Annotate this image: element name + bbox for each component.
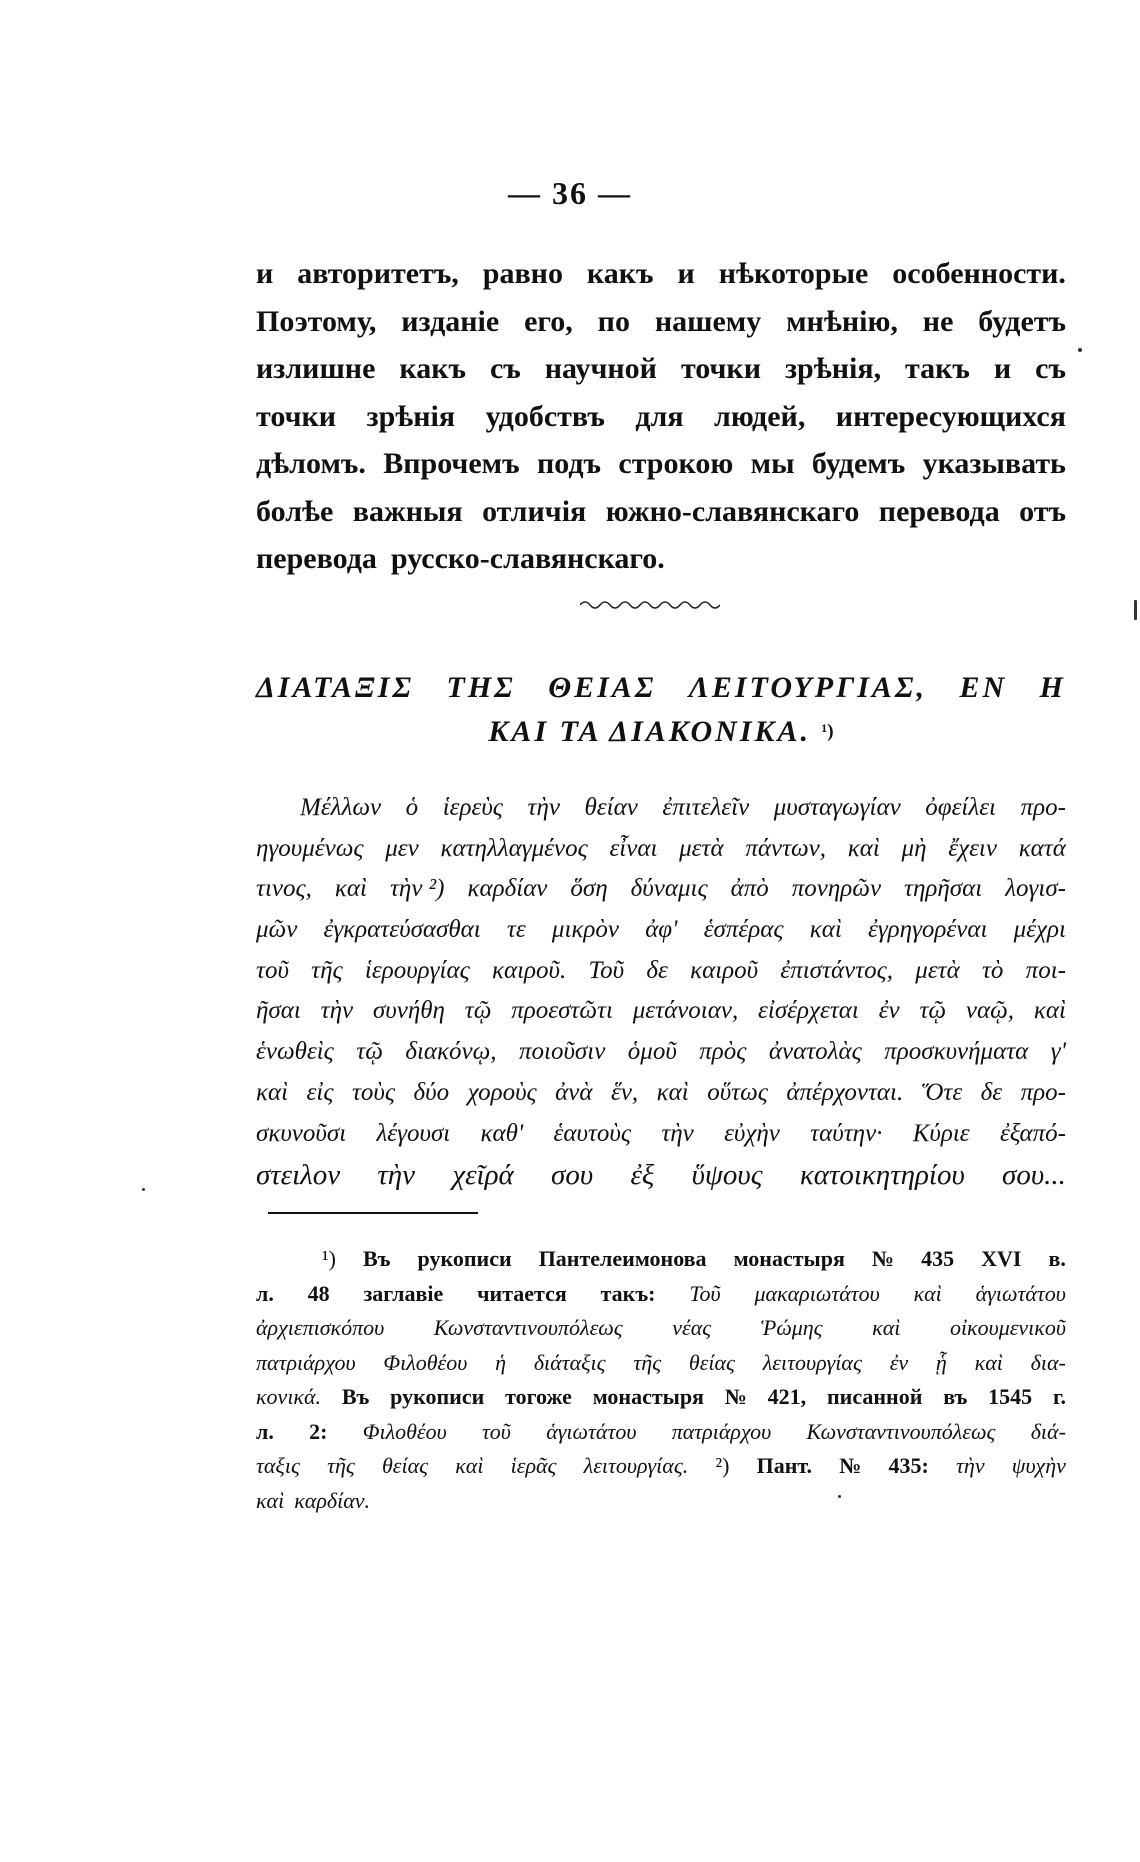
- word: καιροῦ: [690, 956, 759, 984]
- word: подъ: [536, 447, 602, 480]
- word: ἑαυτοὺς: [553, 1119, 632, 1147]
- text-line: [256, 393, 1066, 441]
- word: излишне: [256, 352, 376, 385]
- word: καὶ: [656, 1078, 689, 1106]
- word: ηγουμένως: [256, 834, 364, 862]
- intro-paragraph: [256, 250, 1066, 583]
- word: ὅση: [570, 875, 608, 903]
- text-line: [256, 298, 1066, 346]
- word: οἰκουμενικοῦ: [949, 1315, 1066, 1340]
- word: προ-: [1020, 794, 1066, 821]
- word: в.: [1048, 1246, 1066, 1271]
- word: μακαριωτάτου: [754, 1280, 880, 1306]
- word: ὀφείλει: [925, 794, 997, 821]
- word: его,: [524, 304, 573, 338]
- word: κατοικητηρίου: [799, 1159, 965, 1192]
- word: ἁγιωτάτου: [975, 1280, 1066, 1306]
- word: будемъ: [811, 447, 906, 480]
- word: εἰς: [306, 1078, 334, 1106]
- word: καθ': [480, 1119, 524, 1147]
- word: мы: [750, 447, 795, 480]
- word: εὐχὴν: [724, 1119, 780, 1147]
- heading-word: ΛΕΙΤΟΥΡΓΙΑΣ,: [688, 671, 927, 704]
- word: болѣе: [256, 494, 334, 528]
- word: ταύτην·: [810, 1119, 883, 1147]
- word: ἡ: [495, 1349, 507, 1375]
- word: καὶ: [334, 875, 367, 903]
- word: ποι-: [1025, 956, 1066, 984]
- text-line: [256, 488, 1066, 536]
- word: изданіе: [401, 304, 500, 338]
- word: κατά: [1018, 834, 1066, 862]
- word: русско-славянскаго.: [390, 542, 665, 575]
- word: людей,: [714, 399, 806, 433]
- word: ἱερεὺς: [442, 794, 503, 821]
- word: καὶ: [256, 1487, 285, 1513]
- word: θείαν: [584, 794, 638, 821]
- word: читается: [477, 1280, 567, 1306]
- text-line: [256, 345, 1066, 393]
- word: μετὰ: [679, 834, 724, 862]
- word: μεν: [385, 834, 419, 862]
- word: тогоже: [505, 1384, 572, 1409]
- word: №: [839, 1453, 862, 1478]
- word: Τοῦ: [689, 1280, 721, 1306]
- word: κατηλλαγμένος: [440, 834, 588, 862]
- word: τὴν: [377, 1159, 416, 1192]
- word: Κύριε: [912, 1119, 970, 1147]
- footnote-line: [256, 1449, 1066, 1484]
- word: ἁγιωτάτου: [546, 1418, 637, 1444]
- word: авторитетъ,: [297, 257, 459, 290]
- word: καιροῦ.: [491, 956, 567, 984]
- word: μικρὸν: [551, 916, 619, 944]
- footnote-line: [256, 1311, 1066, 1346]
- greek-text-line: [256, 1154, 1066, 1196]
- word: Впрочемъ: [383, 447, 520, 480]
- word: отличія: [482, 494, 587, 528]
- greek-text-line: [256, 1114, 1066, 1155]
- word: χεῖρά: [452, 1159, 514, 1192]
- word: писанной: [826, 1384, 923, 1409]
- word: πρὸς: [699, 1038, 747, 1066]
- word: ναῷ,: [965, 997, 1015, 1025]
- greek-text-line: [256, 951, 1066, 992]
- word: θείας: [688, 1349, 735, 1375]
- word: ψυχὴν: [1011, 1453, 1066, 1478]
- word: равно: [482, 257, 563, 290]
- text-line: [256, 250, 1066, 298]
- footnote-reference: ¹): [821, 721, 834, 742]
- word: съ: [1035, 352, 1066, 385]
- word: μετὰ: [915, 956, 960, 984]
- word: Поэтому,: [256, 304, 377, 338]
- word: τὴν: [320, 997, 354, 1025]
- word: καὶ: [872, 1315, 901, 1340]
- section-heading: [256, 666, 1066, 754]
- word: ἕν,: [610, 1078, 639, 1106]
- word: перевода: [878, 494, 1000, 528]
- word: κονικά.: [256, 1384, 322, 1409]
- word: въ: [943, 1384, 968, 1409]
- word: 1545: [988, 1384, 1033, 1409]
- heading-word: Η: [1039, 671, 1066, 704]
- word: Въ: [362, 1246, 391, 1271]
- word: Φιλοθέου: [383, 1349, 468, 1375]
- word: по: [597, 304, 630, 338]
- word: ἀνατολὰς: [768, 1038, 862, 1066]
- word: θείας: [381, 1453, 429, 1478]
- word: διά-: [1030, 1418, 1066, 1444]
- word: τὴν: [661, 1119, 694, 1147]
- greek-text-line: [256, 788, 1066, 829]
- word: ὁμοῦ: [627, 1038, 677, 1066]
- word: τῷ: [919, 997, 947, 1025]
- heading-line-2: [256, 710, 1066, 754]
- word: λέγουσι: [376, 1119, 451, 1147]
- word: ποιοῦσιν: [518, 1038, 606, 1066]
- word: μῶν: [256, 916, 298, 944]
- word: Ὅτε: [921, 1078, 963, 1106]
- word: Τοῦ: [588, 956, 625, 984]
- word: πάντων,: [745, 834, 827, 862]
- greek-liturgical-text: [256, 788, 1066, 1196]
- word: южно-славянскаго: [605, 494, 860, 528]
- word: τε: [506, 916, 526, 944]
- word: интересующихся: [835, 399, 1066, 433]
- word: 2:: [309, 1418, 328, 1444]
- greek-text-line: [256, 1032, 1066, 1073]
- word: λογισ-: [1005, 875, 1066, 903]
- greek-text-line: [256, 991, 1066, 1032]
- word: ἀρχιεπισκόπου: [256, 1315, 385, 1340]
- word: ἐπιστάντος,: [780, 956, 894, 984]
- word: προ-: [1020, 1078, 1066, 1106]
- word: мнѣнію,: [786, 304, 898, 338]
- word: ἐξαπό-: [999, 1119, 1066, 1147]
- word: τοῦ: [481, 1418, 511, 1444]
- word: εἰσέρχεται: [758, 997, 859, 1025]
- word: πονηρῶν: [791, 875, 882, 903]
- word: τὸ: [981, 956, 1004, 984]
- word: 421,: [767, 1384, 807, 1409]
- heading-line-1: [256, 666, 1066, 710]
- word: Μέλλων: [300, 794, 382, 821]
- word: τῆς: [311, 956, 343, 984]
- word: τῆς: [633, 1349, 662, 1375]
- word: перевода: [256, 542, 377, 575]
- footnote-line: [256, 1484, 1066, 1519]
- word: монастыря: [592, 1384, 704, 1409]
- word: Φιλοθέου: [362, 1418, 447, 1444]
- word: №: [871, 1246, 895, 1271]
- word: μέχρι: [1013, 916, 1066, 944]
- word: нѣкоторые: [718, 257, 869, 290]
- word: Ῥώμης: [760, 1315, 823, 1340]
- heading-word: ΔΙΑΤΑΞΙΣ: [256, 671, 415, 704]
- word: ὕψους: [691, 1159, 763, 1192]
- word: л.: [256, 1418, 274, 1444]
- word: τῷ: [464, 997, 492, 1025]
- word: τὴν: [527, 794, 560, 821]
- word: τῷ: [356, 1038, 383, 1066]
- greek-text-line: [256, 910, 1066, 951]
- word: πατριάρχου: [256, 1349, 356, 1375]
- word: καὶ: [913, 1280, 942, 1306]
- word: δύο: [413, 1078, 450, 1106]
- word: ἀπέρχονται.: [786, 1078, 904, 1106]
- footnote-line: [256, 1380, 1066, 1415]
- word: σου: [551, 1159, 594, 1192]
- word: σου...: [1002, 1159, 1066, 1192]
- word: τινος,: [256, 875, 312, 903]
- word: τῆς: [327, 1453, 355, 1478]
- word: будетъ: [978, 304, 1066, 338]
- word: XVI: [981, 1246, 1022, 1271]
- word: заглавіе: [363, 1280, 444, 1306]
- word: рукописи: [417, 1246, 512, 1271]
- wavy-divider-ornament: [580, 598, 720, 612]
- footnote-block: [256, 1242, 1066, 1518]
- word: προεστῶτι: [511, 997, 613, 1025]
- word: διάταξις: [533, 1349, 606, 1375]
- word: τοῦ: [256, 956, 289, 984]
- word: ἱερᾶς: [510, 1453, 557, 1478]
- word: μετάνοιαν,: [632, 997, 739, 1025]
- footnote-line: [256, 1277, 1066, 1312]
- word: καὶ: [809, 916, 842, 944]
- word: χοροὺς: [467, 1078, 537, 1106]
- greek-text-line: [256, 829, 1066, 870]
- word: монастыря: [733, 1246, 845, 1271]
- word: ᾗ: [935, 1349, 947, 1375]
- word: ²): [715, 1453, 730, 1478]
- word: г.: [1052, 1384, 1066, 1409]
- heading-word: ΘΕΙΑΣ: [548, 671, 657, 704]
- word: ἀφ': [645, 916, 678, 944]
- word: δε: [646, 956, 668, 984]
- word: καρδίαν.: [294, 1487, 371, 1513]
- word: ἀπὸ: [730, 875, 769, 903]
- word: καρδίαν: [467, 875, 548, 903]
- word: ¹): [322, 1246, 336, 1271]
- word: σκυνοῦσι: [256, 1119, 347, 1147]
- word: точки: [680, 352, 762, 385]
- word: Κωνσταντινουπόλεως: [433, 1315, 623, 1340]
- word: отъ: [1019, 494, 1066, 528]
- word: καὶ: [1033, 997, 1066, 1025]
- word: εἶναι: [609, 834, 658, 862]
- word: μὴ: [901, 834, 927, 862]
- word: нашему: [654, 304, 762, 338]
- word: ἀνὰ: [555, 1078, 593, 1106]
- word: №: [724, 1384, 747, 1409]
- word: такъ: [905, 352, 970, 385]
- word: и: [993, 352, 1012, 385]
- word: ὁ: [405, 794, 419, 821]
- word: τὴν ²): [389, 875, 445, 903]
- word: зрѣнія: [366, 399, 456, 433]
- word: πατριάρχου: [671, 1418, 772, 1444]
- word: λειτουργίας.: [583, 1453, 689, 1478]
- word: γ': [1050, 1038, 1066, 1066]
- word: δύναμις: [630, 875, 708, 903]
- word: ἱερουργίας: [364, 956, 470, 984]
- word: точки: [256, 399, 337, 433]
- word: τηρῆσαι: [904, 875, 983, 903]
- word: Въ: [341, 1384, 370, 1409]
- word: τὴν: [956, 1453, 985, 1478]
- word: προσκυνήματα: [884, 1038, 1029, 1066]
- text-line: [256, 535, 1066, 583]
- word: 435: [921, 1246, 955, 1271]
- word: οὕτως: [707, 1078, 768, 1106]
- word: строкою: [618, 447, 734, 480]
- word: рукописи: [390, 1384, 485, 1409]
- print-speck: [1078, 348, 1082, 352]
- print-speck: [838, 1495, 841, 1498]
- print-speck: [142, 1188, 145, 1191]
- word: такъ:: [600, 1280, 656, 1306]
- word: διακόνῳ,: [405, 1038, 497, 1066]
- word: Пантелеимонова: [538, 1246, 707, 1271]
- footnote-separator-rule: [268, 1212, 478, 1214]
- word: Пант.: [756, 1453, 813, 1478]
- word: научной: [544, 352, 657, 385]
- word: ἐγκρατεύσασθαι: [323, 916, 481, 944]
- print-speck: [1134, 600, 1137, 620]
- word: τοὺς: [351, 1078, 396, 1106]
- word: 435:: [888, 1453, 929, 1478]
- heading-word: ΕΝ: [959, 671, 1008, 704]
- word: какъ: [586, 257, 654, 290]
- word: καὶ: [455, 1453, 484, 1478]
- word: καὶ: [847, 834, 880, 862]
- word: δε: [980, 1078, 1003, 1106]
- word: дѣломъ.: [256, 447, 366, 480]
- word: ἑνωθεὶς: [256, 1038, 334, 1066]
- word: συνήθη: [372, 997, 445, 1025]
- greek-text-line: [256, 869, 1066, 910]
- word: Κωνσταντινουπόλεως: [806, 1418, 996, 1444]
- word: λειτουργίας: [762, 1349, 862, 1375]
- word: не: [922, 304, 954, 338]
- word: νέας: [672, 1315, 712, 1340]
- word: для: [635, 399, 684, 433]
- word: ἑσπέρας: [703, 916, 784, 944]
- word: μυσταγωγίαν: [773, 794, 901, 821]
- word: удобствъ: [485, 399, 605, 433]
- word: ῆσαι: [256, 997, 301, 1025]
- footnote-line: [256, 1415, 1066, 1450]
- word: какъ: [399, 352, 466, 385]
- word: съ: [489, 352, 521, 385]
- footnote-line: [256, 1346, 1066, 1381]
- word: στειλον: [256, 1159, 341, 1192]
- word: указывать: [922, 447, 1066, 480]
- text-line: [256, 440, 1066, 488]
- word: δια-: [1030, 1349, 1066, 1375]
- page-number: — 36 —: [508, 175, 632, 211]
- word: важныя: [352, 494, 463, 528]
- word: особенности.: [892, 257, 1066, 290]
- word: ἐξ: [630, 1159, 655, 1192]
- word: ἐν: [878, 997, 900, 1025]
- word: 48: [307, 1280, 330, 1306]
- word: ἔχειν: [948, 834, 997, 862]
- word: καὶ: [256, 1078, 289, 1106]
- word: зрѣнія,: [784, 352, 882, 385]
- word: ἐπιτελεῖν: [662, 794, 750, 821]
- word: ἐγρηγορέναι: [867, 916, 988, 944]
- footnote-line: [256, 1242, 1066, 1277]
- word: ταξις: [256, 1453, 300, 1478]
- word: и: [677, 257, 695, 290]
- word: καὶ: [974, 1349, 1003, 1375]
- greek-text-line: [256, 1073, 1066, 1114]
- heading-word: ΤΗΣ: [446, 671, 516, 704]
- word: ἐν: [889, 1349, 909, 1375]
- heading-text: ΚΑΙ ΤΑ ΔΙΑΚΟΝΙΚΑ.: [488, 715, 812, 748]
- word: л.: [256, 1280, 274, 1306]
- word: и: [256, 257, 274, 290]
